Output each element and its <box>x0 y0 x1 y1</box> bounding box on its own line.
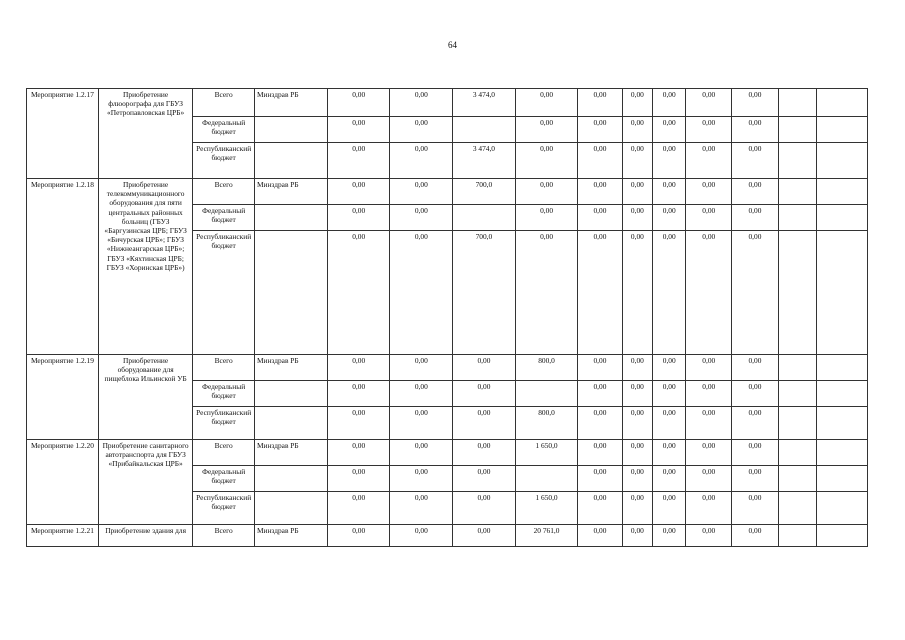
budget-table <box>26 88 868 547</box>
value-cell <box>816 117 867 143</box>
value-cell: 0,00 <box>515 231 578 355</box>
value-cell <box>816 381 867 407</box>
value-cell <box>778 231 816 355</box>
value-cell: 0,00 <box>653 440 686 466</box>
value-cell: 20 761,0 <box>515 525 578 547</box>
table-row <box>27 440 868 466</box>
value-cell: 0,00 <box>327 355 390 381</box>
value-cell: 0,00 <box>390 440 453 466</box>
value-cell: 0,00 <box>732 231 778 355</box>
value-cell: 0,00 <box>453 381 516 407</box>
value-cell: 0,00 <box>515 89 578 117</box>
value-cell: 0,00 <box>653 231 686 355</box>
activity-cell: Мероприятие 1.2.17 <box>27 89 99 179</box>
value-cell: 0,00 <box>732 525 778 547</box>
value-cell: 700,0 <box>453 231 516 355</box>
value-cell: 0,00 <box>515 143 578 179</box>
funding-source-cell: Республиканский бюджет <box>193 492 255 525</box>
value-cell: 0,00 <box>686 355 732 381</box>
value-cell: 0,00 <box>653 525 686 547</box>
value-cell: 1 650,0 <box>515 440 578 466</box>
value-cell: 0,00 <box>515 179 578 205</box>
value-cell <box>816 205 867 231</box>
responsible-cell: Минздрав РБ <box>254 525 327 547</box>
value-cell <box>778 179 816 205</box>
funding-source-cell: Республиканский бюджет <box>193 143 255 179</box>
value-cell: 0,00 <box>653 407 686 440</box>
value-cell: 0,00 <box>686 231 732 355</box>
value-cell: 0,00 <box>578 407 622 440</box>
value-cell: 0,00 <box>390 466 453 492</box>
value-cell: 0,00 <box>578 492 622 525</box>
value-cell: 0,00 <box>686 179 732 205</box>
value-cell: 0,00 <box>732 381 778 407</box>
value-cell: 0,00 <box>732 89 778 117</box>
value-cell: 0,00 <box>578 143 622 179</box>
responsible-cell <box>254 466 327 492</box>
value-cell: 800,0 <box>515 355 578 381</box>
value-cell: 0,00 <box>653 89 686 117</box>
value-cell <box>778 205 816 231</box>
value-cell: 0,00 <box>622 525 653 547</box>
value-cell: 0,00 <box>453 355 516 381</box>
activity-cell: Мероприятие 1.2.21 <box>27 525 99 547</box>
description-cell: Приобретение санитарного автотранспорта для ГБУЗ «Прибайкальская ЦРБ» <box>98 440 192 525</box>
responsible-cell <box>254 117 327 143</box>
funding-source-cell: Федеральный бюджет <box>193 205 255 231</box>
value-cell: 0,00 <box>622 355 653 381</box>
value-cell <box>778 117 816 143</box>
value-cell: 0,00 <box>390 179 453 205</box>
value-cell: 0,00 <box>390 407 453 440</box>
value-cell: 0,00 <box>327 179 390 205</box>
responsible-cell <box>254 231 327 355</box>
value-cell: 0,00 <box>327 525 390 547</box>
value-cell: 0,00 <box>578 117 622 143</box>
value-cell <box>778 440 816 466</box>
responsible-cell: Минздрав РБ <box>254 440 327 466</box>
value-cell: 0,00 <box>390 205 453 231</box>
responsible-cell <box>254 492 327 525</box>
value-cell: 0,00 <box>686 205 732 231</box>
value-cell: 0,00 <box>622 231 653 355</box>
value-cell: 3 474,0 <box>453 89 516 117</box>
responsible-cell: Минздрав РБ <box>254 179 327 205</box>
value-cell: 0,00 <box>390 355 453 381</box>
activity-cell: Мероприятие 1.2.20 <box>27 440 99 525</box>
value-cell: 0,00 <box>390 117 453 143</box>
value-cell: 0,00 <box>578 231 622 355</box>
value-cell: 0,00 <box>327 143 390 179</box>
value-cell <box>816 231 867 355</box>
value-cell: 0,00 <box>390 492 453 525</box>
value-cell: 0,00 <box>686 407 732 440</box>
value-cell <box>778 466 816 492</box>
value-cell: 0,00 <box>578 466 622 492</box>
value-cell: 0,00 <box>453 407 516 440</box>
value-cell: 0,00 <box>732 179 778 205</box>
value-cell: 0,00 <box>327 89 390 117</box>
value-cell: 0,00 <box>653 205 686 231</box>
value-cell: 0,00 <box>327 466 390 492</box>
value-cell <box>453 205 516 231</box>
funding-source-cell: Федеральный бюджет <box>193 466 255 492</box>
value-cell <box>816 143 867 179</box>
value-cell: 0,00 <box>578 381 622 407</box>
value-cell <box>778 381 816 407</box>
value-cell: 0,00 <box>327 205 390 231</box>
value-cell <box>816 179 867 205</box>
table-row <box>27 89 868 117</box>
value-cell: 0,00 <box>622 179 653 205</box>
table-row <box>27 525 868 547</box>
value-cell: 0,00 <box>453 440 516 466</box>
value-cell <box>816 407 867 440</box>
value-cell: 0,00 <box>686 525 732 547</box>
value-cell <box>778 525 816 547</box>
activity-cell: Мероприятие 1.2.18 <box>27 179 99 355</box>
value-cell: 0,00 <box>327 381 390 407</box>
value-cell: 0,00 <box>622 466 653 492</box>
value-cell: 0,00 <box>686 117 732 143</box>
funding-source-cell: Республиканский бюджет <box>193 407 255 440</box>
value-cell: 0,00 <box>732 466 778 492</box>
value-cell: 0,00 <box>686 143 732 179</box>
funding-source-cell: Всего <box>193 179 255 205</box>
value-cell: 0,00 <box>686 466 732 492</box>
value-cell: 700,0 <box>453 179 516 205</box>
value-cell <box>778 355 816 381</box>
funding-source-cell: Всего <box>193 525 255 547</box>
value-cell: 0,00 <box>732 117 778 143</box>
value-cell: 0,00 <box>732 407 778 440</box>
value-cell: 0,00 <box>732 492 778 525</box>
value-cell: 3 474,0 <box>453 143 516 179</box>
value-cell: 0,00 <box>653 381 686 407</box>
value-cell: 0,00 <box>515 117 578 143</box>
value-cell <box>515 381 578 407</box>
value-cell: 0,00 <box>578 440 622 466</box>
value-cell: 0,00 <box>327 440 390 466</box>
value-cell: 0,00 <box>327 117 390 143</box>
value-cell: 0,00 <box>653 355 686 381</box>
value-cell: 0,00 <box>653 117 686 143</box>
value-cell <box>778 89 816 117</box>
description-cell: Приобретение оборудование для пищеблока Ильинской УБ <box>98 355 192 440</box>
description-cell: Приобретение телекоммуникационного оборудования для пяти центральных районных больниц (ГБУЗ «Баргузинская ЦРБ; ГБУЗ «Бичурская ЦРБ»; ГБУЗ «Нижнеангарская ЦРБ»; ГБУЗ «Кяхтинская ЦРБ; ГБУЗ «Хоринская ЦРБ») <box>98 179 192 355</box>
table-row <box>27 179 868 205</box>
funding-source-cell: Федеральный бюджет <box>193 117 255 143</box>
value-cell: 0,00 <box>578 89 622 117</box>
responsible-cell <box>254 381 327 407</box>
value-cell: 0,00 <box>578 525 622 547</box>
description-cell: Приобретение здания для <box>98 525 192 547</box>
value-cell: 0,00 <box>453 492 516 525</box>
value-cell: 0,00 <box>327 492 390 525</box>
value-cell <box>778 143 816 179</box>
value-cell <box>816 525 867 547</box>
value-cell: 0,00 <box>390 143 453 179</box>
value-cell <box>515 466 578 492</box>
value-cell: 0,00 <box>686 381 732 407</box>
value-cell: 0,00 <box>515 205 578 231</box>
responsible-cell <box>254 143 327 179</box>
value-cell <box>778 407 816 440</box>
value-cell: 0,00 <box>327 407 390 440</box>
value-cell: 0,00 <box>686 89 732 117</box>
value-cell: 0,00 <box>622 492 653 525</box>
value-cell: 0,00 <box>686 492 732 525</box>
value-cell: 0,00 <box>453 466 516 492</box>
value-cell <box>453 117 516 143</box>
funding-source-cell: Всего <box>193 355 255 381</box>
funding-source-cell: Всего <box>193 440 255 466</box>
value-cell: 0,00 <box>390 381 453 407</box>
value-cell <box>816 440 867 466</box>
funding-source-cell: Федеральный бюджет <box>193 381 255 407</box>
value-cell: 0,00 <box>732 440 778 466</box>
value-cell <box>816 466 867 492</box>
value-cell: 0,00 <box>653 143 686 179</box>
value-cell: 0,00 <box>622 407 653 440</box>
value-cell: 0,00 <box>390 89 453 117</box>
value-cell: 0,00 <box>653 179 686 205</box>
value-cell <box>816 89 867 117</box>
value-cell: 0,00 <box>653 492 686 525</box>
value-cell: 0,00 <box>686 440 732 466</box>
responsible-cell: Минздрав РБ <box>254 89 327 117</box>
description-cell: Приобретение флюорографа для ГБУЗ «Петропавловская ЦРБ» <box>98 89 192 179</box>
value-cell: 0,00 <box>622 117 653 143</box>
activity-cell: Мероприятие 1.2.19 <box>27 355 99 440</box>
value-cell: 0,00 <box>327 231 390 355</box>
page-number: 64 <box>448 40 457 50</box>
value-cell: 0,00 <box>622 89 653 117</box>
value-cell <box>778 492 816 525</box>
responsible-cell <box>254 407 327 440</box>
value-cell <box>816 355 867 381</box>
value-cell: 0,00 <box>622 381 653 407</box>
responsible-cell <box>254 205 327 231</box>
value-cell: 0,00 <box>732 205 778 231</box>
value-cell: 0,00 <box>732 355 778 381</box>
responsible-cell: Минздрав РБ <box>254 355 327 381</box>
value-cell: 0,00 <box>732 143 778 179</box>
value-cell: 0,00 <box>390 231 453 355</box>
value-cell: 0,00 <box>390 525 453 547</box>
value-cell: 0,00 <box>622 205 653 231</box>
value-cell: 0,00 <box>622 440 653 466</box>
funding-source-cell: Всего <box>193 89 255 117</box>
value-cell <box>816 492 867 525</box>
value-cell: 800,0 <box>515 407 578 440</box>
value-cell: 0,00 <box>578 179 622 205</box>
funding-source-cell: Республиканский бюджет <box>193 231 255 355</box>
value-cell: 0,00 <box>578 205 622 231</box>
value-cell: 0,00 <box>622 143 653 179</box>
value-cell: 0,00 <box>453 525 516 547</box>
value-cell: 1 650,0 <box>515 492 578 525</box>
table-row <box>27 355 868 381</box>
value-cell: 0,00 <box>578 355 622 381</box>
value-cell: 0,00 <box>653 466 686 492</box>
